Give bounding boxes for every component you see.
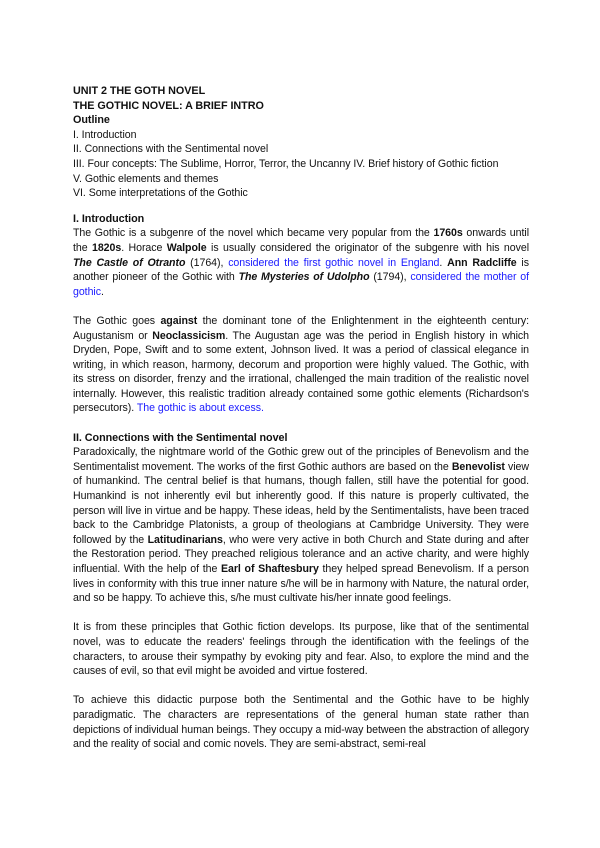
document-page	[73, 84, 529, 752]
book-title: The Castle of Otranto	[73, 256, 186, 269]
paragraph-connections-2: It is from these principles that Gothic fiction develops. Its purpose, like that of the sentimental novel, was to educate the readers' feelings through the identification with the feelings of the characters, to arouse their sympathy by evoking pity and fear. Also, to explore the mind and the causes of evil, so that evil might be avoided and virtue fostered.	[73, 621, 529, 678]
outline-item: I. Introduction	[73, 128, 137, 141]
outline-item: II. Connections with the Sentimental novel	[73, 143, 269, 156]
paragraph-introduction-1: The Gothic is a subgenre of the novel which became very popular from the 1760s onwards until the 1820s. Horace Walpole is usually considered the originator of the subgenre with his novel The Castle of Otranto (1764), considered the first gothic novel in England. Ann Radcliffe is another pioneer of the Gothic with The Mysteries of Udolpho (1794), considered the mother of gothic.	[73, 227, 530, 298]
outline-item: VI. Some interpretations of the Gothic	[73, 187, 248, 200]
outline-item: V. Gothic elements and themes	[73, 172, 219, 185]
highlighted-text: considered the first gothic novel in England	[228, 256, 440, 269]
paragraph-introduction-2: The Gothic goes against the dominant tone of the Enlightenment in the eighteenth century: Augustanism or Neoclassicism. The Augustan age was the period in English history in which Dryden, Pope, Swift and to some extent, Johnson lived. It was a period of classical elegance in writing, in which reason, harmony, decorum and proportion were highly valued. The Gothic, with its stress on disorder, frenzy and the irrational, challenged the main tradition of the realistic novel internally. However, this realistic tradition already contained some gothic elements (Richardson's persecutors). The gothic is about excess.	[73, 314, 529, 415]
outline-list	[73, 128, 529, 201]
section-heading-introduction: I. Introduction	[73, 212, 145, 225]
outline-item: III. Four concepts: The Sublime, Horror, Terror, the Uncanny IV. Brief history of Gothic fiction	[73, 157, 499, 170]
paragraph-connections-1: Paradoxically, the nightmare world of the Gothic grew out of the principles of Benevolism and the Sentimentalist movement. The works of the first Gothic authors are based on the Benevolist view of humankind. The central belief is that humans, though fallen, still have the potential for good. Humankind is not inherently evil but inherently good. If this nature is properly cultivated, the person will live in virtue and be happy. These ideas, held by the Sentimentalists, have been traced back to the Cambridge Platonists, a group of theologians at Cambridge University. They were followed by the Latitudinarians, who were very active in both Church and State during and after the Restoration period. They preached religious tolerance and an active charity, and were highly influential. With the help of the Earl of Shaftesbury they helped spread Benevolism. If a person lives in conformity with this true inner nature s/he will be in harmony with Nature, the natural order, and so be happy. To achieve this, s/he must cultivate his/her innate good feelings.	[73, 446, 529, 605]
highlighted-text: The gothic is about excess.	[136, 402, 264, 415]
unit-title: UNIT 2 THE GOTH NOVEL	[73, 85, 206, 97]
book-title: The Mysteries of Udolpho	[238, 271, 370, 284]
document-title: THE GOTHIC NOVEL: A BRIEF INTRO	[73, 99, 264, 112]
paragraph-connections-3: To achieve this didactic purpose both the Sentimental and the Gothic have to be highly paradigmatic. The characters are representations of the general human state rather than depictions of individual human beings. They occupy a mid-way between the abstraction of allegory and the reality of social and comic novels. They are semi-abstract, semi-real	[73, 694, 529, 751]
highlighted-text: considered the mother of gothic	[73, 271, 529, 298]
outline-heading: Outline	[73, 114, 110, 127]
section-heading-connections: II. Connections with the Sentimental novel	[73, 431, 288, 444]
